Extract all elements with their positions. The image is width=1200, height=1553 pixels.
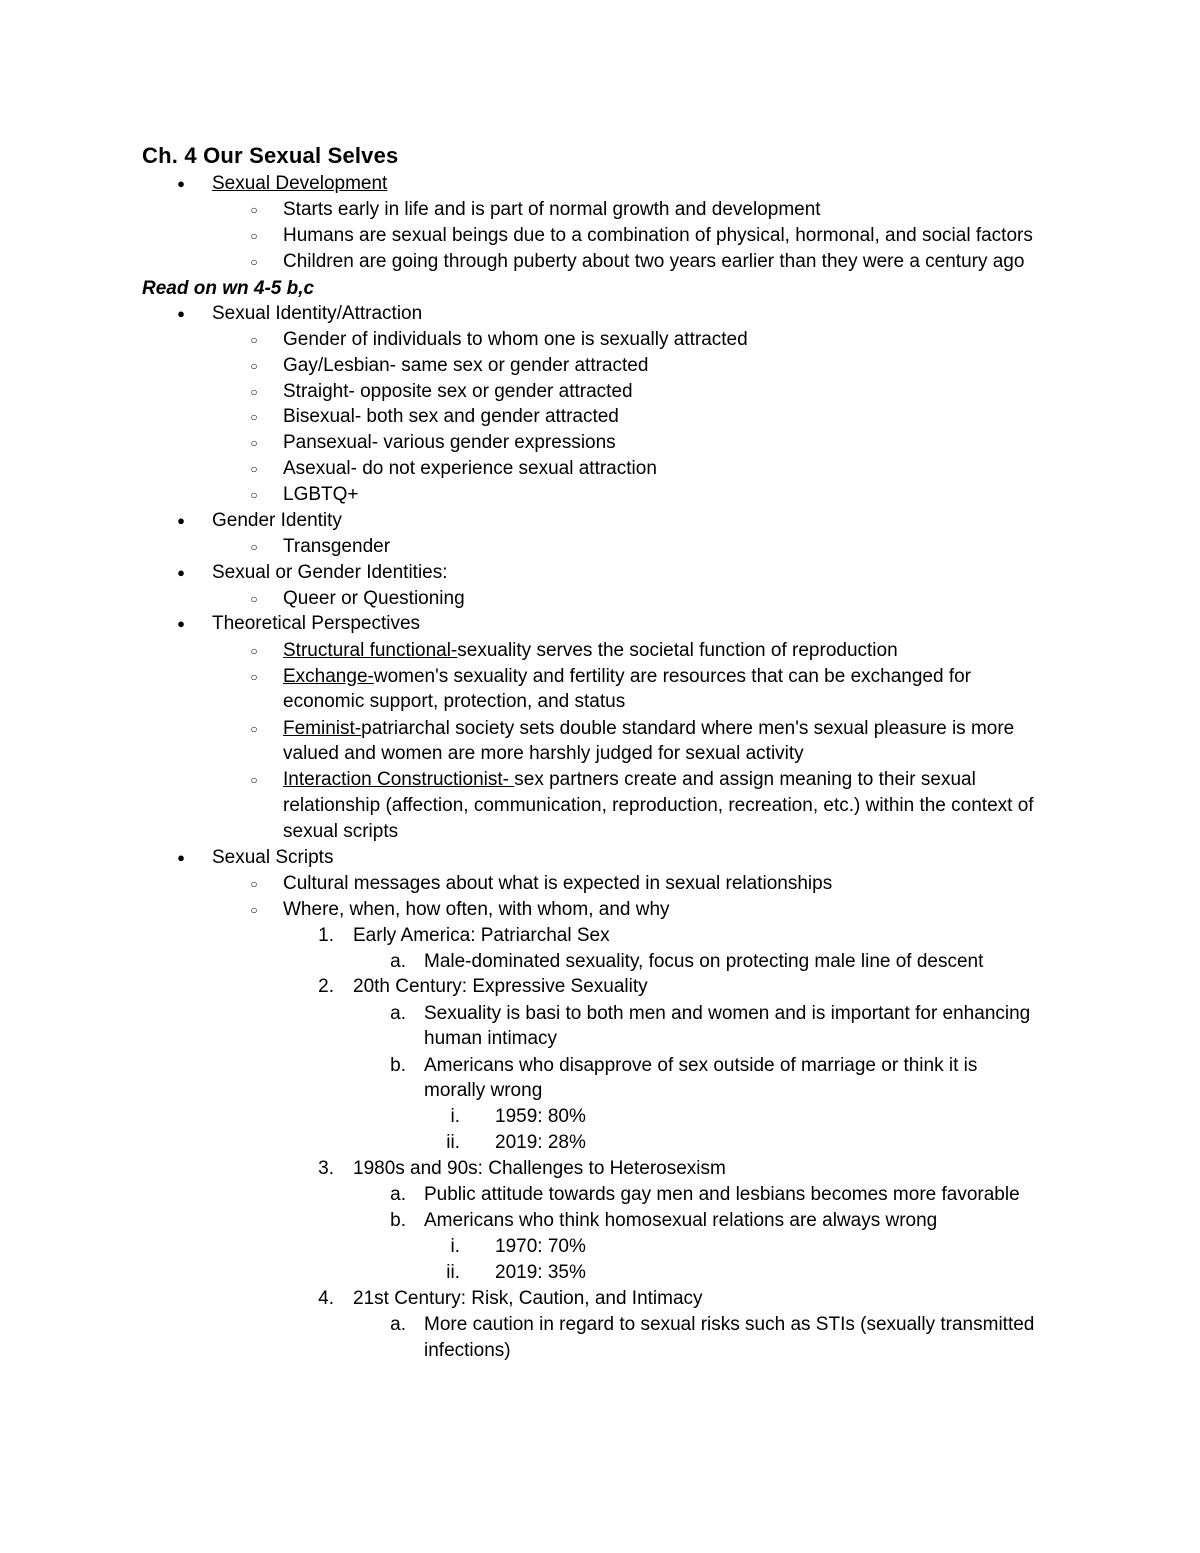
stat-item: 1970: 70%: [495, 1236, 586, 1257]
bullet-marker: ●: [177, 616, 185, 631]
list-item: Gender of individuals to whom one is sexually attracted: [283, 329, 748, 350]
subbullet-marker: ○: [250, 903, 258, 917]
era-number: 2.: [318, 976, 334, 997]
subbullet-marker: ○: [250, 488, 258, 502]
sub-item: Sexuality is basi to both men and women and is important for enhancing: [424, 1003, 1031, 1024]
list-item: Transgender: [283, 536, 391, 557]
perspective-term: Feminist-: [283, 718, 362, 739]
subbullet-marker: ○: [250, 359, 258, 373]
perspective-text: sexuality serves the societal function of reproduction: [457, 640, 898, 661]
subbullet-marker: ○: [250, 722, 258, 736]
sub-item: Public attitude towards gay men and lesbians becomes more favorable: [424, 1184, 1020, 1205]
roman-marker: i.: [450, 1106, 460, 1127]
subbullet-marker: ○: [250, 333, 258, 347]
sub-item-continued: human intimacy: [424, 1028, 558, 1049]
sub-letter: b.: [390, 1055, 406, 1076]
subbullet-marker: ○: [250, 462, 258, 476]
sub-item: More caution in regard to sexual risks such as STIs (sexually transmitted: [424, 1314, 1035, 1335]
era-number: 1.: [318, 925, 334, 946]
bullet-marker: ●: [177, 513, 185, 528]
roman-marker: ii.: [446, 1132, 460, 1153]
subbullet-marker: ○: [250, 436, 258, 450]
stat-item: 2019: 35%: [495, 1262, 586, 1283]
perspective-item: [283, 664, 971, 690]
perspective-item: [283, 716, 1014, 742]
subbullet-marker: ○: [250, 670, 258, 684]
bullet-marker: ●: [177, 306, 185, 321]
sub-item: Male-dominated sexuality, focus on protecting male line of descent: [424, 951, 984, 972]
document-title: Ch. 4 Our Sexual Selves: [142, 143, 399, 168]
list-item: Queer or Questioning: [283, 588, 465, 609]
sub-letter: a.: [390, 951, 406, 972]
subbullet-marker: ○: [250, 592, 258, 606]
era-number: 3.: [318, 1158, 334, 1179]
list-item: Humans are sexual beings due to a combination of physical, hormonal, and social factors: [283, 225, 1033, 246]
list-item: Pansexual- various gender expressions: [283, 432, 616, 453]
list-item: Gay/Lesbian- same sex or gender attracted: [283, 355, 649, 376]
era-label: Early America: Patriarchal Sex: [353, 925, 610, 946]
bullet-marker: ●: [177, 565, 185, 580]
sub-letter: b.: [390, 1210, 406, 1231]
subbullet-marker: ○: [250, 773, 258, 787]
era-label: 1980s and 90s: Challenges to Heterosexism: [353, 1158, 726, 1179]
subbullet-marker: ○: [250, 540, 258, 554]
section-heading-gender-identity: Gender Identity: [212, 510, 342, 531]
sub-letter: a.: [390, 1184, 406, 1205]
bullet-marker: ●: [177, 176, 185, 191]
stat-item: 2019: 28%: [495, 1132, 586, 1153]
subbullet-marker: ○: [250, 203, 258, 217]
section-heading-sexual-scripts: Sexual Scripts: [212, 847, 334, 868]
era-number: 4.: [318, 1288, 334, 1309]
bullet-marker: ●: [177, 850, 185, 865]
subbullet-marker: ○: [250, 410, 258, 424]
list-item: Bisexual- both sex and gender attracted: [283, 406, 619, 427]
list-item: Children are going through puberty about two years earlier than they were a century ago: [283, 251, 1025, 272]
roman-marker: i.: [450, 1236, 460, 1257]
list-item: Straight- opposite sex or gender attracted: [283, 381, 633, 402]
sub-letter: a.: [390, 1003, 406, 1024]
perspective-item: [283, 638, 898, 664]
list-item: LGBTQ+: [283, 484, 359, 505]
perspective-text: patriarchal society sets double standard where men's sexual pleasure is more: [361, 718, 1015, 739]
perspective-text-continued: sexual scripts: [283, 821, 399, 842]
list-item: Starts early in life and is part of normal growth and development: [283, 199, 821, 220]
sub-letter: a.: [390, 1314, 406, 1335]
perspective-term: Interaction Constructionist-: [283, 769, 515, 790]
perspective-text: sex partners create and assign meaning to their sexual: [514, 769, 976, 790]
stat-item: 1959: 80%: [495, 1106, 586, 1127]
perspective-text-continued: economic support, protection, and status: [283, 691, 626, 712]
subbullet-marker: ○: [250, 229, 258, 243]
era-label: 21st Century: Risk, Caution, and Intimacy: [353, 1288, 703, 1309]
subbullet-marker: ○: [250, 385, 258, 399]
section-heading-theoretical-perspectives: Theoretical Perspectives: [212, 613, 421, 634]
subbullet-marker: ○: [250, 255, 258, 269]
section-heading-identities: Sexual or Gender Identities:: [212, 562, 448, 583]
perspective-text-continued: relationship (affection, communication, reproduction, recreation, etc.) within the context of: [283, 795, 1034, 816]
list-item: Where, when, how often, with whom, and why: [283, 899, 670, 920]
list-item: Cultural messages about what is expected in sexual relationships: [283, 873, 833, 894]
roman-marker: ii.: [446, 1262, 460, 1283]
reading-note: Read on wn 4-5 b,c: [142, 278, 315, 299]
perspective-term: Structural functional-: [283, 640, 458, 661]
perspective-item: [283, 767, 976, 793]
perspective-term: Exchange-: [283, 666, 374, 687]
sub-item-continued: infections): [424, 1340, 511, 1361]
perspective-text-continued: valued and women are more harshly judged for sexual activity: [283, 743, 804, 764]
subbullet-marker: ○: [250, 644, 258, 658]
perspective-text: women's sexuality and fertility are resources that can be exchanged for: [373, 666, 972, 687]
subbullet-marker: ○: [250, 877, 258, 891]
sub-item: Americans who think homosexual relations are always wrong: [424, 1210, 938, 1231]
section-heading-sexual-identity: Sexual Identity/Attraction: [212, 303, 423, 324]
sub-item: Americans who disapprove of sex outside of marriage or think it is: [424, 1055, 978, 1076]
sub-item-continued: morally wrong: [424, 1080, 543, 1101]
era-label: 20th Century: Expressive Sexuality: [353, 976, 648, 997]
list-item: Asexual- do not experience sexual attraction: [283, 458, 657, 479]
section-heading-sexual-development: Sexual Development: [212, 173, 388, 194]
